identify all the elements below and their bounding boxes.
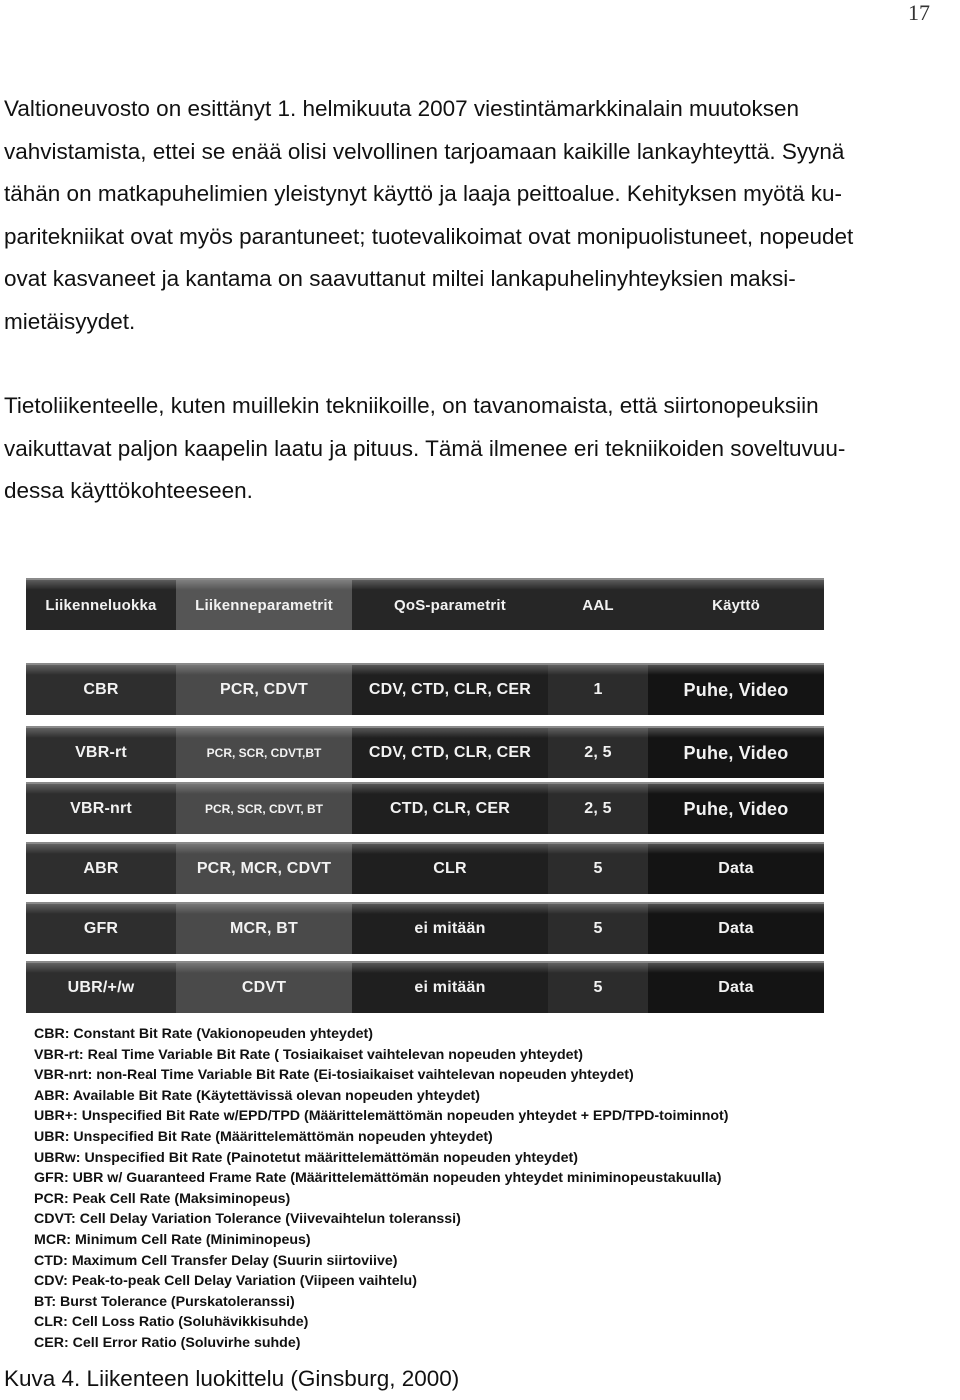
legend-item: UBR+: Unspecified Bit Rate w/EPD/TPD (Määrittelemättömän nopeuden yhteydet + EPD/TPD-toiminnot) — [34, 1108, 729, 1125]
table-row — [26, 961, 824, 1013]
table-row — [26, 663, 824, 715]
cell-class: VBR-nrt — [26, 782, 176, 834]
legend-item: CER: Cell Error Ratio (Soluvirhe suhde) — [34, 1334, 301, 1351]
header-qos-parameters: QoS-parametrit — [352, 578, 548, 630]
legend-item: CTD: Maximum Cell Transfer Delay (Suurin siirtoviive) — [34, 1252, 398, 1269]
cell-usage: Puhe, Video — [648, 782, 824, 834]
table-row — [26, 842, 824, 894]
cell-qos-params: CDV, CTD, CLR, CER — [352, 663, 548, 715]
cell-usage: Data — [648, 902, 824, 954]
cell-aal: 2, 5 — [548, 782, 648, 834]
paragraph-line: paritekniikat ovat myös parantuneet; tuotevalikoimat ovat monipuolistuneet, nopeudet — [4, 223, 854, 249]
cell-qos-params: ei mitään — [352, 961, 548, 1013]
cell-qos-params: CTD, CLR, CER — [352, 782, 548, 834]
legend-item: CDVT: Cell Delay Variation Tolerance (Viivevaihtelun toleranssi) — [34, 1211, 461, 1228]
cell-traffic-params: PCR, SCR, CDVT, BT — [176, 782, 352, 834]
cell-class: UBR/+/w — [26, 961, 176, 1013]
cell-aal: 5 — [548, 902, 648, 954]
legend-item: UBR: Unspecified Bit Rate (Määrittelemättömän nopeuden yhteydet) — [34, 1128, 493, 1145]
cell-aal: 5 — [548, 961, 648, 1013]
header-traffic-class: Liikenneluokka — [26, 578, 176, 630]
table-row — [26, 726, 824, 778]
cell-traffic-params: PCR, CDVT — [176, 663, 352, 715]
cell-qos-params: CDV, CTD, CLR, CER — [352, 726, 548, 778]
cell-traffic-params: PCR, SCR, CDVT,BT — [176, 726, 352, 778]
header-aal: AAL — [548, 578, 648, 630]
figure-caption: Kuva 4. Liikenteen luokittelu (Ginsburg, 2000) — [4, 1366, 460, 1391]
page-number: 17 — [908, 0, 930, 25]
cell-aal: 2, 5 — [548, 726, 648, 778]
paragraph-line: Valtioneuvosto on esittänyt 1. helmikuuta 2007 viestintämarkkinalain muutoksen — [4, 96, 800, 121]
cell-class: VBR-rt — [26, 726, 176, 778]
legend-item: CDV: Peak-to-peak Cell Delay Variation (Viipeen vaihtelu) — [34, 1273, 417, 1290]
legend-item: CLR: Cell Loss Ratio (Soluhävikkisuhde) — [34, 1314, 309, 1331]
cell-traffic-params: CDVT — [176, 961, 352, 1013]
paragraph-2 — [4, 385, 944, 513]
legend-item: ABR: Available Bit Rate (Käytettävissä olevan nopeuden yhteydet) — [34, 1087, 480, 1104]
cell-qos-params: ei mitään — [352, 902, 548, 954]
cell-class: ABR — [26, 842, 176, 894]
legend-item: UBRw: Unspecified Bit Rate (Painotetut määrittelemättömän nopeuden yhteydet) — [34, 1149, 578, 1166]
cell-aal: 1 — [548, 663, 648, 715]
legend-item: BT: Burst Tolerance (Purskatoleranssi) — [34, 1293, 295, 1310]
table-row — [26, 782, 824, 834]
cell-class: CBR — [26, 663, 176, 715]
traffic-class-figure — [26, 568, 940, 1351]
legend-item: VBR-rt: Real Time Variable Bit Rate ( Tosiaikaiset vaihtelevan nopeuden yhteydet) — [34, 1046, 584, 1063]
paragraph-line: dessa käyttökohteeseen. — [4, 478, 253, 503]
cell-usage: Data — [648, 842, 824, 894]
legend-item: GFR: UBR w/ Guaranteed Frame Rate (Määrittelemättömän nopeuden yhteydet miniminopeustakuulla) — [34, 1170, 722, 1187]
paragraph-1 — [4, 88, 944, 343]
table-header-row — [26, 578, 824, 630]
legend-item: CBR: Constant Bit Rate (Vakionopeuden yhteydet) — [34, 1026, 373, 1042]
paragraph-line: Tietoliikenteelle, kuten muillekin tekniikoille, on tavanomaista, että siirtonopeuksiin — [4, 393, 819, 418]
legend-item: VBR-nrt: non-Real Time Variable Bit Rate (Ei-tosiaikaiset vaihtelevan nopeuden yhteydet) — [34, 1067, 634, 1084]
header-traffic-parameters: Liikenneparametrit — [176, 578, 352, 630]
cell-aal: 5 — [548, 842, 648, 894]
cell-usage: Puhe, Video — [648, 726, 824, 778]
paragraph-line: vaikuttavat paljon kaapelin laatu ja pituus. Tämä ilmenee eri tekniikoiden soveltuvuu- — [4, 435, 846, 461]
cell-traffic-params: PCR, MCR, CDVT — [176, 842, 352, 894]
paragraph-line: ovat kasvaneet ja kantama on saavuttanut miltei lankapuhelinyhteyksien maksi- — [4, 266, 796, 291]
legend-item: PCR: Peak Cell Rate (Maksiminopeus) — [34, 1190, 291, 1207]
cell-usage: Puhe, Video — [648, 663, 824, 715]
legend-item: MCR: Minimum Cell Rate (Miniminopeus) — [34, 1231, 311, 1248]
paragraph-line: vahvistamista, ettei se enää olisi velvollinen tarjoamaan kaikille lankayhteyttä. Syynä — [4, 138, 845, 164]
cell-class: GFR — [26, 902, 176, 954]
table-row — [26, 902, 824, 954]
cell-usage: Data — [648, 961, 824, 1013]
abbreviation-legend — [34, 1024, 940, 1354]
cell-qos-params: CLR — [352, 842, 548, 894]
paragraph-line: tähän on matkapuhelimien yleistynyt käyttö ja laaja peittoalue. Kehityksen myötä ku- — [4, 181, 842, 206]
header-usage: Käyttö — [648, 578, 824, 630]
cell-traffic-params: MCR, BT — [176, 902, 352, 954]
paragraph-line: mietäisyydet. — [4, 308, 136, 334]
